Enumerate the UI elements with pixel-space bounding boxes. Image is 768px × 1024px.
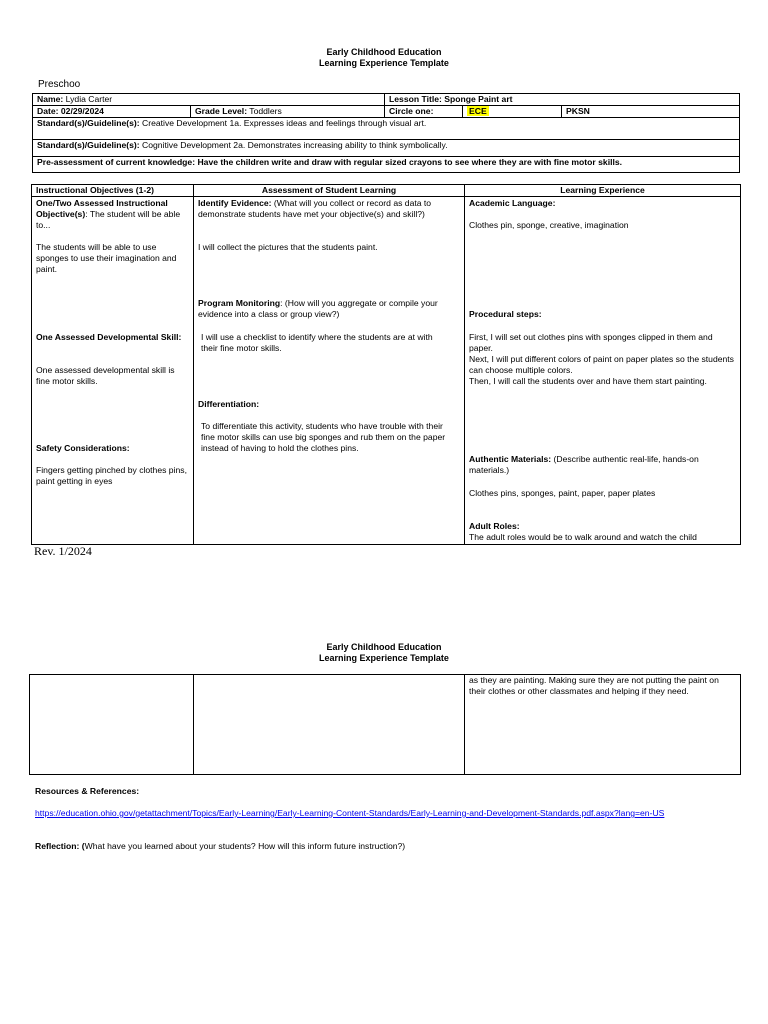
page2-title-line2: Learning Experience Template [319,653,449,663]
evidence-text: I will collect the pictures that the students paint. [198,242,378,252]
safety-text: Fingers getting pinched by clothes pins, paint getting in eyes [36,465,187,486]
date-value: 02/29/2024 [60,106,104,116]
standard2-label: Standard(s)/Guideline(s): [37,140,140,150]
evidence-block [198,198,450,220]
evidence-label: Identify Evidence: [198,198,272,208]
page2-title-line1: Early Childhood Education [326,642,442,652]
date-cell [33,106,191,118]
name-label: Name: [37,94,64,104]
monitoring-label: Program Monitoring [198,298,281,308]
circle-option-pksn: PKSN [562,106,740,118]
objective-block [36,198,188,231]
standard1-value: Creative Development 1a. Expresses ideas and feelings through visual art. [142,118,427,128]
name-value: Lydia Carter [65,94,113,104]
skill-text: One assessed developmental skill is fine motor skills. [36,365,175,386]
monitoring-prompt: : (How will you aggregate or compile your evidence into a class or group view?) [198,298,438,319]
continuation-col3 [465,675,741,775]
resources-link-wrap [35,808,735,819]
col3-header: Learning Experience [465,185,741,197]
standard1-cell [33,118,740,140]
differentiation-text: To differentiate this activity, students who have trouble with their fine motor skills can use big sponges and rub them on the paper instead of having to hold the clothes pins. [201,421,446,453]
col3-content [465,197,741,545]
procedural-steps [469,332,737,387]
adult-roles-continued: as they are painting. Making sure they are not putting the paint on their clothes or other classmates and helping if they need. [469,675,719,696]
skill-label: One Assessed Developmental Skill: [36,332,182,342]
grade-label: Grade Level: [195,106,248,116]
materials-block [469,454,737,476]
lesson-title-cell [385,94,740,106]
procedural-step-3: Then, I will call the students over and have them start painting. [469,376,707,386]
objective-suffix: : The student will be able to... [36,209,181,230]
lesson-title-value: Sponge Paint art [444,94,513,104]
circle-option-ece: ECE [469,106,487,116]
standard2-value: Cognitive Development 2a. Demonstrates increasing ability to think symbolically. [142,140,448,150]
resources-label: Resources & References: [35,786,140,796]
standard1-label: Standard(s)/Guideline(s): [37,118,140,128]
academic-text: Clothes pin, sponge, creative, imagination [469,220,629,230]
col2-content [194,197,465,545]
circle-label: Circle one: [385,106,463,118]
header-table [32,93,740,173]
reflection-label: Reflection: ( [35,841,85,851]
procedural-step-1: First, I will set out clothes pins with sponges clipped in them and paper. [469,332,713,353]
revision-label: Rev. 1/2024 [34,544,92,558]
continuation-col2 [194,675,465,775]
materials-label: Authentic Materials: [469,454,552,464]
objective-text: The students will be able to use sponges to use their imagination and paint. [36,242,177,274]
page-title-line2: Learning Experience Template [319,58,449,68]
col1-header: Instructional Objectives (1-2) [32,185,194,197]
continuation-table [29,674,741,775]
materials-prompt: (Describe authentic real-life, hands-on materials.) [469,454,699,475]
reflection-block [35,841,735,852]
materials-text: Clothes pins, sponges, paint, paper, paper plates [469,488,656,498]
col1-content [32,197,194,545]
safety-label: Safety Considerations: [36,443,130,453]
procedural-label: Procedural steps: [469,309,542,319]
name-cell [33,94,385,106]
academic-label: Academic Language: [469,198,556,208]
evidence-prompt: (What will you collect or record as data to demonstrate students have met your objective(s) and skill?) [198,198,432,219]
lesson-title-label: Lesson Title: [389,94,442,104]
monitoring-text: I will use a checklist to identify where the students are at with their fine motor skills. [201,332,433,353]
grade-cell [191,106,385,118]
differentiation-label: Differentiation: [198,399,260,409]
preassessment-cell: Pre-assessment of current knowledge: Have the children write and draw with regular sized crayons to see where they are with fine motor skills. [33,157,740,173]
program-label: Preschoo [38,79,81,90]
circle-ece-cell [463,106,562,118]
monitoring-block [198,298,450,320]
adult-roles-label: Adult Roles: [469,521,520,531]
resources-link[interactable]: https://education.ohio.gov/getattachment/Topics/Early-Learning/Early-Learning-Content-Standards/Early-Learning-and-Development-Standards.pdf.aspx?lang=en-US [35,808,665,818]
col2-header: Assessment of Student Learning [194,185,465,197]
procedural-step-2: Next, I will put different colors of paint on paper plates so the students can choose multiple colors. [469,354,734,375]
objective-label: One/Two Assessed Instructional Objective(s) [36,198,168,219]
grade-value: Toddlers [249,106,282,116]
continuation-col1 [30,675,194,775]
page-title-line1: Early Childhood Education [326,47,442,57]
date-label: Date: [37,106,59,116]
reflection-prompt: What have you learned about your students? How will this inform future instruction?) [84,841,406,851]
standard2-cell [33,140,740,157]
adult-roles-text: The adult roles would be to walk around and watch the child [469,532,697,542]
main-table [31,184,741,545]
